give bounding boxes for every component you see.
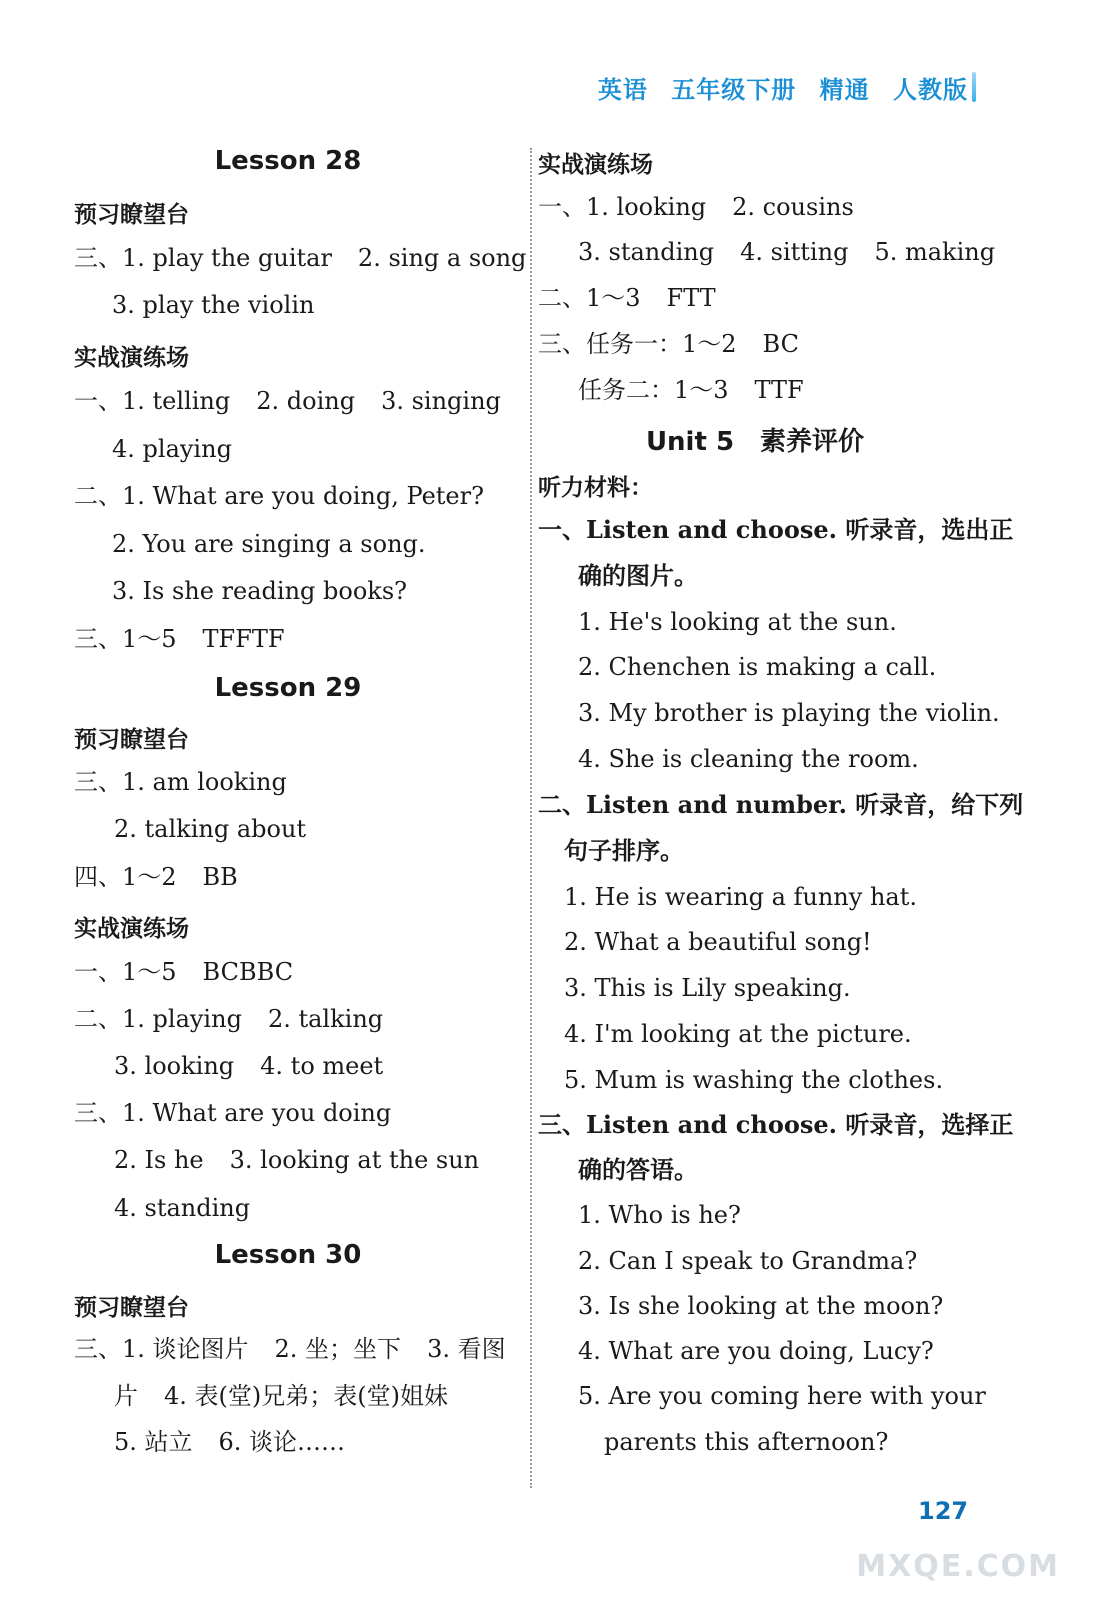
page-header	[584, 70, 968, 105]
answer-line: 3. Is she reading books?	[112, 577, 408, 605]
answer-line: 三、1. What are you doing	[74, 1099, 392, 1127]
section-heading: 句子排序。	[564, 836, 684, 865]
lesson-28-title: Lesson 28	[214, 146, 362, 176]
header-grade: 五年级下册	[671, 76, 797, 104]
listening-sentence: 2. Chenchen is making a call.	[578, 653, 937, 681]
answer-line: 2. Is he 3. looking at the sun	[114, 1146, 480, 1174]
preview-heading: 预习瞭望台	[74, 1295, 189, 1321]
header-series: 精通	[819, 76, 870, 104]
section-heading: 确的答语。	[578, 1155, 698, 1184]
listening-sentence: 1. Who is he?	[578, 1201, 741, 1229]
practice-heading: 实战演练场	[74, 345, 189, 371]
answer-line: 3. standing 4. sitting 5. making	[578, 238, 996, 266]
answer-line: 片 4. 表(堂)兄弟；表(堂)姐妹	[114, 1382, 448, 1410]
answer-line: 二、1～3 FTT	[538, 284, 716, 312]
answer-line: 2. You are singing a song.	[112, 530, 426, 558]
answer-line: 二、1. playing 2. talking	[74, 1005, 384, 1033]
listening-sentence: 3. My brother is playing the violin.	[578, 699, 1000, 727]
page-number: 127	[918, 1497, 969, 1525]
listening-sentence: 4. She is cleaning the room.	[578, 745, 919, 773]
answer-line: 一、1～5 BCBBC	[74, 958, 294, 986]
answer-line: 三、1. 谈论图片 2. 坐；坐下 3. 看图	[74, 1335, 506, 1363]
answer-line: 一、1. telling 2. doing 3. singing	[74, 387, 501, 415]
answer-line: 二、1. What are you doing, Peter?	[74, 482, 484, 510]
section-heading: 二、Listen and number. 听录音，给下列	[538, 790, 1024, 819]
lesson-30-title: Lesson 30	[214, 1240, 362, 1270]
listening-sentence: parents this afternoon?	[604, 1428, 889, 1456]
section-heading: 确的图片。	[578, 561, 698, 590]
header-subject: 英语	[597, 76, 648, 104]
column-divider	[530, 148, 532, 1488]
answer-line: 三、1. play the guitar 2. sing a song	[74, 244, 527, 272]
listening-sentence: 2. What a beautiful song!	[564, 928, 872, 956]
listening-sentence: 2. Can I speak to Grandma?	[578, 1247, 918, 1275]
answer-line: 三、1. am looking	[74, 768, 287, 796]
listening-sentence: 3. Is she looking at the moon?	[578, 1292, 944, 1320]
header-edition: 人教版	[893, 76, 968, 104]
listening-sentence: 1. He's looking at the sun.	[578, 608, 897, 636]
listening-sentence: 1. He is wearing a funny hat.	[564, 883, 917, 911]
header-accent-bar	[972, 72, 976, 102]
practice-heading: 实战演练场	[74, 916, 189, 942]
preview-heading: 预习瞭望台	[74, 202, 189, 228]
listening-sentence: 4. What are you doing, Lucy?	[578, 1337, 934, 1365]
answer-line: 5. 站立 6. 谈论……	[114, 1428, 346, 1456]
answer-line: 3. looking 4. to meet	[114, 1052, 384, 1080]
answer-line: 3. play the violin	[112, 291, 315, 319]
listening-sentence: 5. Are you coming here with your	[578, 1382, 986, 1410]
answer-line: 四、1～2 BB	[74, 863, 238, 891]
answer-line: 4. standing	[114, 1194, 251, 1222]
practice-heading: 实战演练场	[538, 152, 653, 178]
answer-line: 一、1. looking 2. cousins	[538, 193, 854, 221]
listening-sentence: 3. This is Lily speaking.	[564, 974, 851, 1002]
answer-line: 三、任务一：1～2 BC	[538, 330, 799, 358]
listening-heading: 听力材料：	[538, 475, 653, 501]
section-heading: 三、Listen and choose. 听录音，选择正	[538, 1110, 1014, 1139]
answer-line: 2. talking about	[114, 815, 307, 843]
section-heading: 一、Listen and choose. 听录音，选出正	[538, 515, 1014, 544]
answer-line: 三、1～5 TFFTF	[74, 625, 285, 653]
answer-line: 4. playing	[112, 435, 232, 463]
lesson-29-title: Lesson 29	[214, 673, 362, 703]
unit-5-title: Unit 5 素养评价	[645, 427, 865, 457]
watermark-logo: MXQE.COM	[856, 1549, 1060, 1584]
listening-sentence: 5. Mum is washing the clothes.	[564, 1066, 944, 1094]
answer-line: 任务二：1～3 TTF	[578, 376, 804, 404]
listening-sentence: 4. I'm looking at the picture.	[564, 1020, 912, 1048]
preview-heading: 预习瞭望台	[74, 727, 189, 753]
